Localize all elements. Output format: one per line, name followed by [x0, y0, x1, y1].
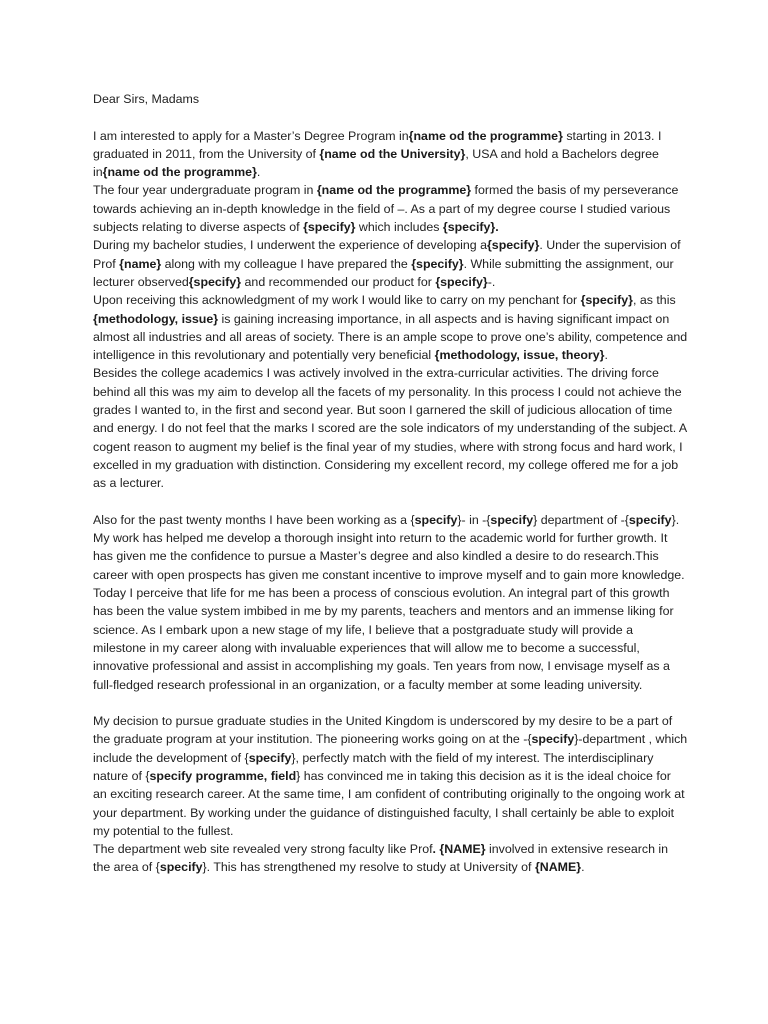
placeholder-field: {name od the University} [319, 146, 466, 161]
text-run: } has convinced me in taking this decision as it is the ideal choice for an exciting research career. At the same time, I am confident of contributing originally to the ongoing work at your department. By working under the guidance of distinguished faculty, I shall certainly be able to exploit my potential to the fullest. [93, 768, 685, 838]
placeholder-field: {methodology, issue, theory} [434, 348, 605, 363]
placeholder-field: {specify} [411, 256, 464, 271]
placeholder-field: {name od the programme} [316, 183, 472, 198]
paragraph-gap [93, 694, 688, 712]
placeholder-field: {specify}. [442, 220, 499, 235]
text-run: involved in extensive research in the area of { [93, 842, 669, 875]
paragraph-acknowledgment [93, 291, 688, 364]
text-run: I am interested to apply for a Master’s Degree Program in [93, 128, 409, 143]
placeholder-field: {methodology, issue} [93, 311, 219, 326]
placeholder-field: {specify} [580, 293, 633, 308]
placeholder-field: {name od the programme} [408, 128, 563, 143]
paragraph-evolution [93, 584, 688, 694]
paragraph-extracurricular [93, 364, 688, 492]
text-run: My decision to pursue graduate studies in the United Kingdom is underscored by my desire to be a part of the graduate program at your institution. The pioneering works going on at the -{ [93, 714, 673, 747]
placeholder-field: specify [531, 732, 575, 747]
placeholder-field: {specify} [188, 274, 242, 289]
paragraph-gap [93, 493, 688, 511]
placeholder-field: specify [248, 750, 292, 765]
text-run: } department of -{ [533, 512, 629, 527]
text-run: The four year undergraduate program in [93, 183, 317, 198]
paragraph-bachelor-studies [93, 236, 688, 291]
text-run: Besides the college academics I was actively involved in the extra-curricular activities. The driving force behind all this was my aim to develop all the facets of my personality. In this process I could not achieve the grades I wanted to, in the first and second year. But soon I garnered the skill of judicious allocation of time and energy. I do not feel that the marks I scored are the sole indicators of my understanding of the subject. A cogent reason to augment my belief is the final year of my studies, where with strong focus and hard work, I excelled in my graduation with distinction. Considering my excellent record, my college offered me for a job as a lecturer. [93, 366, 687, 491]
text-run: and recommended our product for [241, 274, 436, 289]
placeholder-field: specify [159, 860, 203, 875]
placeholder-field: specify [628, 512, 672, 527]
placeholder-field: {name od the programme} [102, 165, 257, 180]
paragraph-work-experience [93, 511, 688, 584]
text-run: The department web site revealed very strong faculty like Prof [93, 842, 433, 857]
placeholder-field: specify [490, 512, 534, 527]
placeholder-field: . {NAME} [432, 842, 486, 857]
text-run: along with my colleague I have prepared the [161, 256, 412, 271]
paragraph-undergraduate-program [93, 181, 688, 236]
paragraph-graduate-decision [93, 712, 688, 840]
text-run: }. My work has helped me develop a thorough insight into return to the academic world for further growth. It has given me the confidence to pursue a Master’s degree and also kindled a desire to do research.This career with open prospects has given me constant incentive to improve myself and to gain more knowledge. [93, 512, 685, 582]
text-run: . [604, 348, 608, 363]
placeholder-field: {specify} [435, 274, 488, 289]
placeholder-field: {specify} [486, 238, 540, 253]
text-run: Today I perceive that life for me has been a process of conscious evolution. An integral part of this growth has been the value system imbibed in me by my parents, teachers and mentors and an immense liking for science. As I embark upon a new stage of my life, I believe that a postgraduate study will provide a milestone in my career along with invaluable experiences that will allow me to become a successful, innovative professional and assist in accomplishing my goals. Ten years from now, I envisage myself as a full-fledged research professional in an organization, or a faculty member at some leading university. [93, 586, 674, 692]
text-run: , as this [632, 293, 676, 308]
text-run: . While submitting the assignment, our lecturer observed [93, 256, 674, 289]
text-run: . Under the supervision of Prof [93, 238, 681, 271]
text-run: . [581, 860, 585, 875]
placeholder-field: {name} [119, 256, 162, 271]
text-run: is gaining increasing importance, in all aspects and is having significant impact on almost all industries and all areas of society. There is an ample scope to prove one’s ability, competence and intelligence in this revolutionary and potentially very beneficial [93, 311, 688, 363]
paragraph-faculty [93, 840, 688, 877]
text-run: which includes [355, 220, 443, 235]
placeholder-field: {specify} [303, 220, 356, 235]
text-run: During my bachelor studies, I underwent the experience of developing a [93, 238, 487, 253]
salutation: Dear Sirs, Madams [93, 92, 200, 106]
paragraph-application [93, 127, 688, 182]
text-run: }- in -{ [457, 512, 491, 527]
text-run: starting in 2013. I graduated in 2011, from the University of [93, 128, 662, 161]
text-run: , USA and hold a Bachelors degree in [93, 146, 659, 180]
text-run: }-department , which include the development of { [93, 732, 688, 765]
placeholder-field: specify [414, 512, 458, 527]
text-run: Upon receiving this acknowledgment of my work I would like to carry on my penchant for [93, 293, 581, 308]
text-run: . [256, 165, 261, 180]
text-run: formed the basis of my perseverance towards achieving an in-depth knowledge in the field of –. As a part of my degree course I studied various subjects relating to diverse aspects of [93, 183, 679, 235]
text-run: Also for the past twenty months I have been working as a { [93, 512, 415, 527]
placeholder-field: specify programme, field [149, 768, 297, 783]
text-run: }, perfectly match with the field of my interest. The interdisciplinary nature of { [93, 750, 654, 783]
placeholder-field: {NAME} [534, 860, 582, 875]
text-run: -. [487, 274, 496, 289]
text-run: }. This has strengthened my resolve to study at University of [202, 860, 535, 875]
